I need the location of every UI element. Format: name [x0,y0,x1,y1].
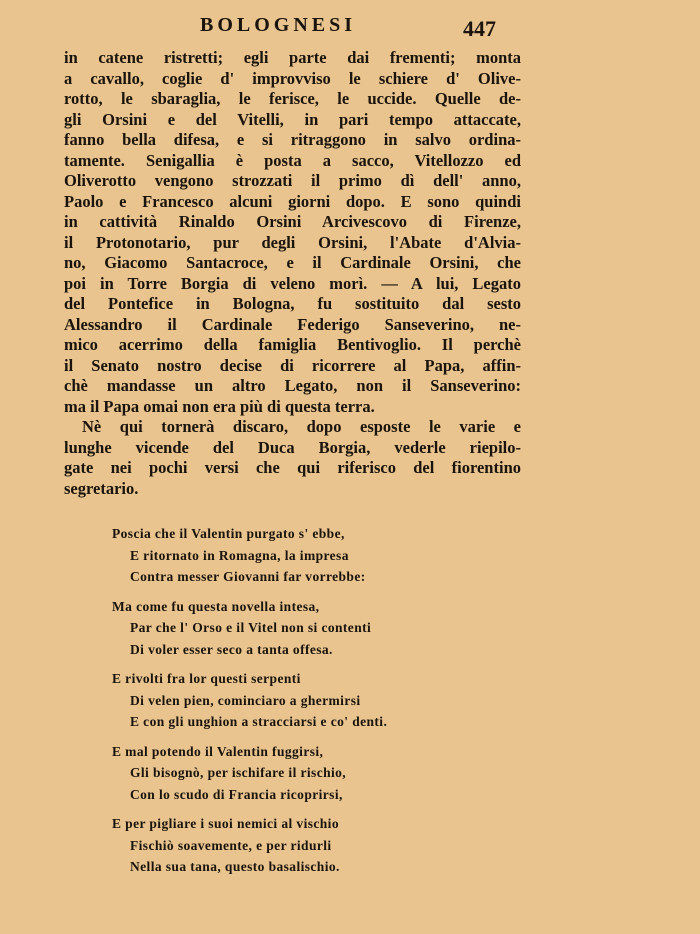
poem-verse: E ritornato in Romagna, la impresa [130,547,349,563]
prose-line: in catene ristretti; egli parte dai frementi; monta [64,48,521,67]
poem-stanza [112,523,512,588]
prose-line: Alessandro il Cardinale Federigo Sanseverino, ne- [64,314,521,334]
prose-line: il Senato nostro decise di ricorrere al Papa, affin- [64,355,521,375]
prose-line: fanno bella difesa, e si ritraggono in salvo ordina- [64,130,521,149]
poem-verse: E per pigliare i suoi nemici al vischio [112,816,339,831]
prose-line: in cattività Rinaldo Orsini Arcivescovo di Firenze, [64,212,521,231]
running-title: BOLOGNESI [200,14,357,36]
prose-line: il Protonotario, pur degli Orsini, l'Abate d'Alvia- [64,232,521,252]
poem-stanza [112,668,512,733]
prose-line: segretario. [64,478,139,498]
prose-line: mico acerrimo della famiglia Bentivoglio. Il perchè [64,335,521,354]
page-number: 447 [463,16,496,41]
prose-line: poi in Torre Borgia di veleno morì. — A lui, Legato [64,273,521,293]
prose-line: del Pontefice in Bologna, fu sostituito dal sesto [64,294,521,313]
prose-line: no, Giacomo Santacroce, e il Cardinale Orsini, che [64,253,521,272]
prose-line: Paolo e Francesco alcuni giorni dopo. E sono quindi [64,191,521,211]
prose-line: rotto, le sbaraglia, le ferisce, le uccide. Quelle de- [64,89,521,108]
poem-verse: Par che l' Orso e il Vitel non si contenti [130,620,372,635]
poem-verse: Nella sua tana, questo basalischio. [130,859,340,874]
prose-line: Oliverotto vengono strozzati il primo dì dell' anno, [64,171,521,190]
poem-verse: Ma come fu questa novella intesa, [112,598,320,614]
prose-line: Nè qui tornerà discaro, dopo esposte le varie e [82,417,521,436]
poem-verse: Poscia che il Valentin purgato s' ebbe, [112,526,345,541]
prose-line: gli Orsini e del Vitelli, in pari tempo attaccate, [64,109,521,129]
poem-stanza [112,813,512,878]
poem [112,523,512,886]
prose-body [64,48,521,499]
prose-line: gate nei pochi versi che qui riferisco del fiorentino [64,458,521,477]
poem-verse: Di voler esser seco a tanta offesa. [130,641,333,657]
poem-verse: Di velen pien, cominciaro a ghermirsi [130,692,361,708]
poem-verse: E mal potendo il Valentin fuggirsi, [112,743,324,759]
poem-verse: Gli bisognò, per ischifare il rischio, [130,765,347,780]
prose-line: lunghe vicende del Duca Borgia, vederle riepilo- [64,437,521,457]
poem-stanza [112,596,512,661]
prose-line: a cavallo, coglie d' improvviso le schiere d' Olive- [64,68,521,88]
poem-verse: Fischiò soavemente, e per ridurli [130,837,332,853]
prose-line: ma il Papa omai non era più di questa terra. [64,396,375,416]
poem-stanza [112,741,512,806]
prose-line: tamente. Senigallia è posta a sacco, Vitellozzo ed [64,150,521,170]
poem-verse: E con gli unghion a stracciarsi e co' denti. [130,714,388,729]
prose-line: chè mandasse un altro Legato, non il Sanseverino: [64,376,521,395]
poem-verse: Con lo scudo di Francia ricoprirsi, [130,786,343,802]
poem-verse: E rivolti fra lor questi serpenti [112,671,301,686]
page-header [0,14,700,44]
poem-verse: Contra messer Giovanni far vorrebbe: [130,569,366,584]
